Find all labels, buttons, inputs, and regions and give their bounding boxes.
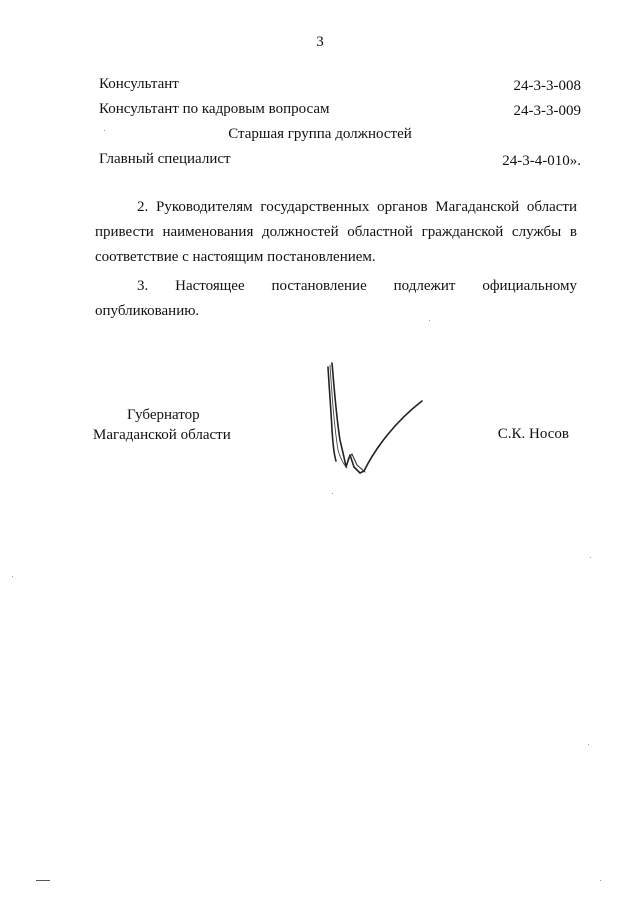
paragraph-2 <box>95 195 577 270</box>
scan-speck <box>104 130 105 131</box>
page-number: 3 <box>316 34 324 50</box>
scan-speck <box>588 744 589 745</box>
signatory-title <box>93 405 231 445</box>
scan-speck <box>332 493 333 494</box>
scan-speck <box>590 557 591 558</box>
position-title-chief-specialist: Главный специалист <box>99 151 231 167</box>
paragraph-2-rest: привести наименования должностей областной гражданской службы в соответствие с настоящим постановлением. <box>95 224 577 265</box>
position-title-consultant: Консультант <box>99 76 179 92</box>
scan-speck <box>600 880 601 881</box>
paragraph-2-first-line: 2. Руководителям государственных органов Магаданской области <box>137 199 577 215</box>
scan-speck <box>429 320 430 321</box>
group-title: Старшая группа должностей <box>228 126 412 142</box>
paragraph-3 <box>95 274 577 324</box>
paragraph-3-first-line: 3. Настоящее постановление подлежит официальному <box>137 278 577 294</box>
position-code-hr-consultant: 24-3-3-009 <box>513 103 581 119</box>
margin-mark <box>36 880 50 881</box>
signatory-title-line2: Магаданской области <box>93 427 231 443</box>
position-title-hr-consultant: Консультант по кадровым вопросам <box>99 101 330 117</box>
position-code-chief-specialist: 24-3-4-010». <box>502 153 581 169</box>
position-code-consultant: 24-3-3-008 <box>513 78 581 94</box>
handwritten-signature <box>310 355 440 485</box>
paragraph-3-rest: опубликованию. <box>95 303 200 319</box>
signatory-name: С.К. Носов <box>497 426 569 442</box>
scan-speck <box>12 576 13 577</box>
signatory-title-line1: Губернатор <box>127 407 200 423</box>
